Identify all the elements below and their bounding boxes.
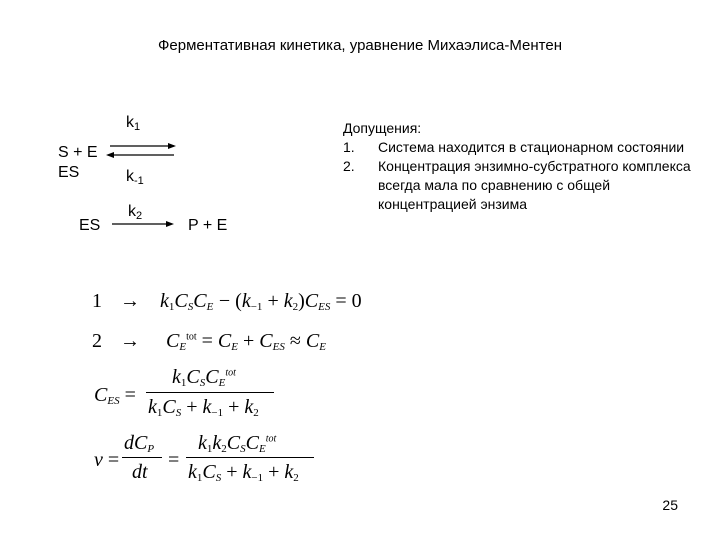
steady-state-equation: $k_1C_SC_E - (k_{-1} + k_2)C_{ES} = 0$: [160, 290, 362, 313]
equation-2-arrow: →: [120, 330, 140, 352]
rate-expression: v =: [94, 449, 120, 471]
es-complex-reactant: ES: [79, 217, 101, 234]
assumption-item: 2. Концентрация энзимно-субстратного комплекса всегда мала по сравнению с общей концентрацией энзима: [343, 158, 691, 212]
equation-1-label: 1: [92, 290, 102, 312]
equals-sign: =: [168, 449, 180, 471]
ces-expression: $C_{ES}$ =: [94, 384, 136, 407]
derivative-fraction-bar: [122, 457, 162, 458]
rate-constant-k-minus1: $k_{-1}$: [126, 168, 144, 187]
page-title: Ферментативная кинетика, уравнение Михаэлиса-Ментен: [157, 37, 562, 54]
equation-1-arrow: →: [120, 290, 140, 312]
equilibrium-arrows-icon: [100, 140, 180, 162]
assumptions-block: [343, 119, 703, 214]
assumptions-heading: Допущения:: [343, 120, 422, 136]
es-complex-label: ES: [58, 164, 80, 181]
rate-constant-k2: $k_2$: [128, 203, 143, 222]
rate-denominator: $k_1C_S + k_{-1} + k_2$: [188, 461, 299, 484]
rate-derivative-denominator: dt: [132, 461, 148, 483]
rate-fraction-bar: [186, 457, 314, 458]
assumption-item: 1. Система находится в стационарном состоянии: [343, 139, 685, 155]
page-number: 25: [662, 497, 678, 513]
forward-arrow-icon: [110, 218, 180, 230]
ces-numerator: $k_1C_SC_E^{tot}$: [172, 366, 236, 389]
reactants-label: S + E: [58, 144, 98, 161]
mass-balance-equation: $C_E^{tot} = C_E + C_{ES} \approx C_E$: [166, 330, 326, 353]
equation-2-label: 2: [92, 330, 102, 352]
products-label: P + E: [188, 217, 228, 234]
ces-denominator: $k_1C_S + k_{-1} + k_2$: [148, 396, 259, 419]
ces-fraction-bar: [146, 392, 274, 393]
rate-derivative-numerator: $dC_P$: [124, 432, 155, 455]
rate-constant-k1: $k_1$: [126, 114, 141, 133]
rate-numerator: $k_1k_2C_SC_E^{tot}$: [198, 432, 277, 455]
